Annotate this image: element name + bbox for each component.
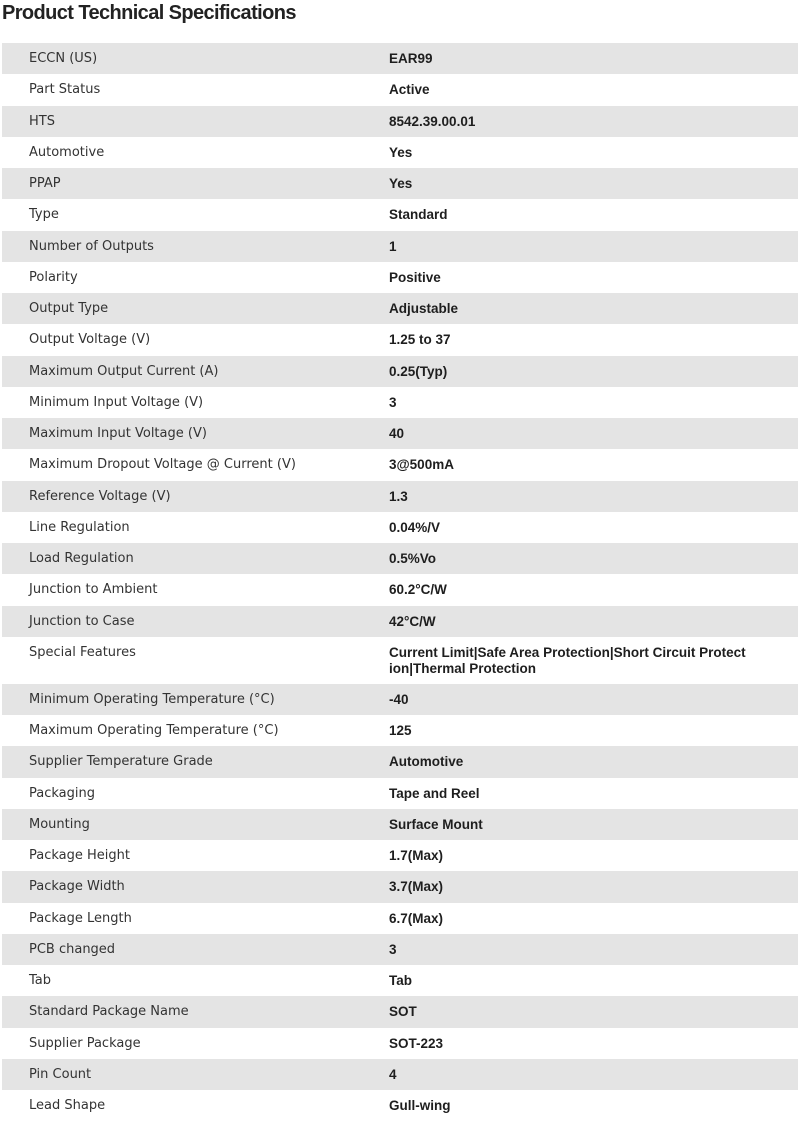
spec-value: 6.7(Max) bbox=[389, 910, 444, 926]
spec-value: 40 bbox=[389, 426, 405, 441]
spec-label: Package Width bbox=[29, 879, 125, 895]
spec-label: Special Features bbox=[29, 644, 136, 660]
spec-value: 0.5%Vo bbox=[389, 551, 437, 566]
spec-row bbox=[2, 512, 798, 543]
spec-label: ECCN (US) bbox=[29, 51, 98, 66]
spec-row bbox=[2, 1090, 798, 1121]
spec-value: Active bbox=[389, 82, 430, 98]
spec-value: Yes bbox=[389, 144, 413, 160]
spec-value: 0.04%/V bbox=[389, 519, 441, 535]
spec-row bbox=[2, 840, 798, 871]
spec-label: Minimum Input Voltage (V) bbox=[29, 394, 204, 410]
spec-row bbox=[2, 574, 798, 605]
spec-label: HTS bbox=[29, 113, 55, 129]
spec-value: 42°C/W bbox=[389, 613, 436, 629]
spec-value: SOT bbox=[389, 1004, 417, 1020]
spec-value: SOT-223 bbox=[389, 1035, 444, 1051]
spec-row bbox=[2, 418, 798, 449]
spec-label: Polarity bbox=[29, 269, 78, 285]
spec-row bbox=[2, 715, 798, 746]
spec-value: Automotive bbox=[389, 754, 464, 770]
spec-label: Lead Shape bbox=[29, 1098, 106, 1113]
spec-value: 3.7(Max) bbox=[389, 879, 444, 895]
spec-label: Tab bbox=[29, 973, 52, 988]
spec-row bbox=[2, 356, 798, 387]
spec-row bbox=[2, 1059, 798, 1090]
spec-row bbox=[2, 934, 798, 965]
spec-row bbox=[2, 809, 798, 840]
spec-row bbox=[2, 293, 798, 324]
spec-row bbox=[2, 1028, 798, 1059]
spec-row bbox=[2, 262, 798, 293]
spec-row bbox=[2, 543, 798, 574]
spec-label: Output Type bbox=[29, 301, 109, 316]
spec-row bbox=[2, 106, 798, 137]
spec-label: Supplier Package bbox=[29, 1035, 141, 1051]
spec-row bbox=[2, 965, 798, 996]
spec-row bbox=[2, 637, 798, 684]
spec-label: PCB changed bbox=[29, 941, 116, 957]
spec-label: Package Length bbox=[29, 910, 132, 926]
spec-value: 60.2°C/W bbox=[389, 582, 447, 598]
spec-table bbox=[2, 43, 798, 1121]
spec-label: Minimum Operating Temperature (°C) bbox=[29, 691, 275, 707]
spec-row bbox=[2, 43, 798, 74]
spec-value: Standard bbox=[389, 207, 448, 223]
spec-value: Surface Mount bbox=[389, 816, 483, 832]
spec-value: 1 bbox=[389, 238, 397, 254]
spec-label: Maximum Operating Temperature (°C) bbox=[29, 723, 279, 738]
spec-label: PPAP bbox=[29, 176, 61, 191]
spec-value: 0.25(Typ) bbox=[389, 363, 448, 379]
spec-value: 125 bbox=[389, 723, 412, 738]
spec-value: 1.3 bbox=[389, 488, 408, 504]
spec-label: Package Height bbox=[29, 848, 130, 863]
page-title: Product Technical Specifications bbox=[2, 2, 296, 24]
spec-row bbox=[2, 74, 798, 105]
spec-label: Junction to Ambient bbox=[29, 582, 158, 598]
spec-label: Supplier Temperature Grade bbox=[29, 754, 213, 770]
spec-value: 1.25 to 37 bbox=[389, 332, 451, 348]
spec-row bbox=[2, 449, 798, 480]
spec-label: Line Regulation bbox=[29, 519, 130, 535]
spec-row bbox=[2, 778, 798, 809]
spec-label: Pin Count bbox=[29, 1066, 92, 1082]
spec-value: Tab bbox=[389, 973, 412, 988]
spec-label: Number of Outputs bbox=[29, 238, 154, 254]
spec-row bbox=[2, 481, 798, 512]
spec-value: -40 bbox=[389, 691, 409, 707]
spec-row bbox=[2, 231, 798, 262]
spec-label: Part Status bbox=[29, 82, 101, 98]
spec-row bbox=[2, 903, 798, 934]
spec-row bbox=[2, 871, 798, 902]
spec-row bbox=[2, 684, 798, 715]
spec-value: 4 bbox=[389, 1066, 397, 1082]
spec-label: Maximum Output Current (A) bbox=[29, 363, 219, 379]
spec-value: Tape and Reel bbox=[389, 785, 480, 801]
spec-value: Adjustable bbox=[389, 301, 459, 316]
spec-label: Mounting bbox=[29, 816, 90, 832]
spec-row bbox=[2, 137, 798, 168]
spec-row bbox=[2, 387, 798, 418]
spec-label: Type bbox=[29, 207, 59, 223]
spec-value: 3 bbox=[389, 394, 397, 410]
spec-row bbox=[2, 324, 798, 355]
spec-value: Current Limit|Safe Area Protection|Short Circuit Protection|Thermal Protection bbox=[389, 644, 746, 676]
spec-row bbox=[2, 746, 798, 777]
spec-label: Output Voltage (V) bbox=[29, 332, 151, 348]
spec-label: Junction to Case bbox=[29, 613, 135, 629]
spec-value: 3@500mA bbox=[389, 457, 454, 473]
spec-label: Maximum Dropout Voltage @ Current (V) bbox=[29, 457, 296, 473]
spec-row bbox=[2, 996, 798, 1027]
spec-label: Automotive bbox=[29, 144, 105, 160]
spec-label: Reference Voltage (V) bbox=[29, 488, 171, 504]
spec-value: Positive bbox=[389, 269, 441, 285]
spec-value: 3 bbox=[389, 941, 397, 957]
spec-row bbox=[2, 606, 798, 637]
spec-value: 1.7(Max) bbox=[389, 848, 444, 863]
spec-value: 8542.39.00.01 bbox=[389, 113, 476, 129]
spec-value: Gull-wing bbox=[389, 1098, 451, 1113]
spec-label: Standard Package Name bbox=[29, 1004, 189, 1020]
spec-value: EAR99 bbox=[389, 51, 433, 66]
spec-label: Load Regulation bbox=[29, 551, 134, 566]
spec-row bbox=[2, 199, 798, 230]
spec-row bbox=[2, 168, 798, 199]
spec-value: Yes bbox=[389, 176, 413, 191]
spec-label: Maximum Input Voltage (V) bbox=[29, 426, 207, 441]
spec-label: Packaging bbox=[29, 785, 95, 801]
